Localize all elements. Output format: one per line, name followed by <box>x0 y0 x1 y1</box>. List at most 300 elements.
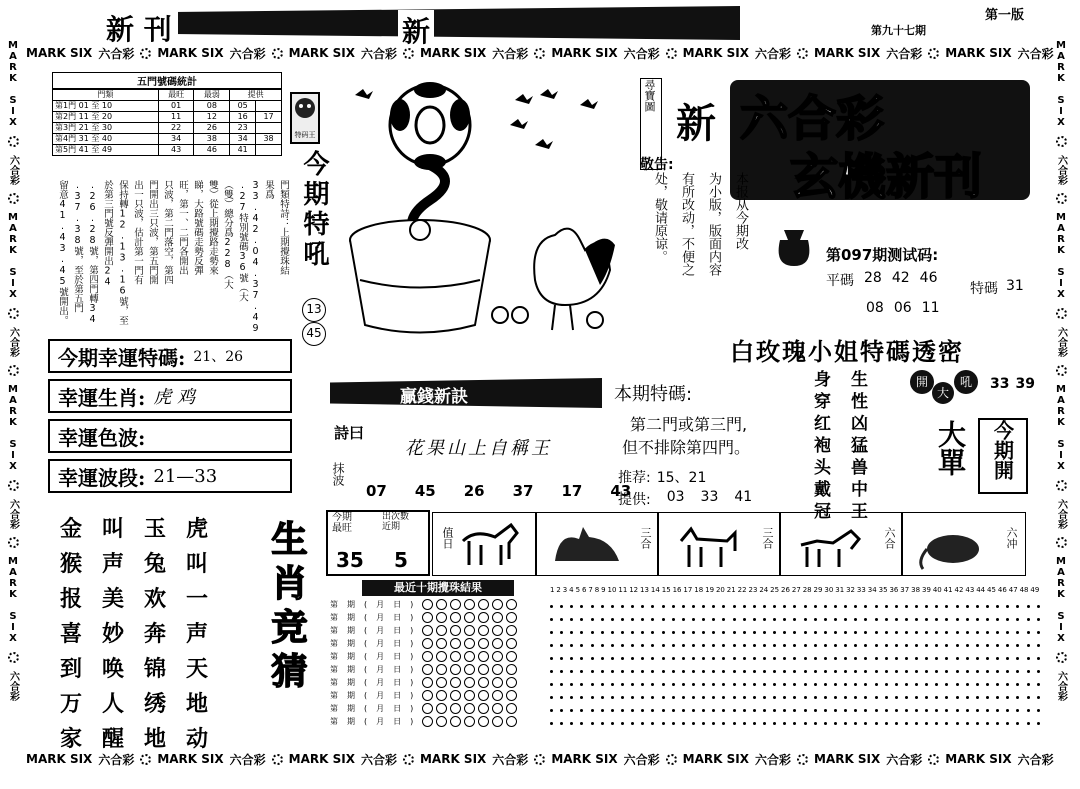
number-header-cell: 36 <box>889 586 899 594</box>
grid-dot <box>641 696 644 699</box>
grid-dot <box>550 657 553 660</box>
banner-text: 六合彩 <box>886 752 923 767</box>
grid-dot <box>560 722 563 725</box>
grid-dot <box>844 631 847 634</box>
grid-dot <box>692 657 695 660</box>
number-header-cell: 44 <box>976 586 986 594</box>
special-label: 特碼 <box>970 281 998 297</box>
grid-dot <box>864 696 867 699</box>
result-ball-slot <box>492 625 503 636</box>
grid-dot <box>824 631 827 634</box>
banner-text: MARK SIX <box>551 752 618 766</box>
grid-dot <box>996 696 999 699</box>
grid-dot <box>783 683 786 686</box>
number-header-cell: 38 <box>911 586 921 594</box>
lucky-special-value: 21、26 <box>193 349 244 365</box>
grid-dot <box>722 670 725 673</box>
table-cell: 22 <box>158 123 194 134</box>
right-side-strip <box>1050 40 1072 750</box>
offer-number: 33 <box>700 489 719 505</box>
grid-dot <box>1037 670 1040 673</box>
grid-dot <box>692 631 695 634</box>
grid-dot <box>1016 670 1019 673</box>
brand-title-line1: 六合彩 <box>740 91 885 147</box>
banner-text: MARK SIX <box>682 752 749 766</box>
flower-icon <box>8 308 19 319</box>
open-char: 吼 <box>954 370 978 394</box>
analysis-column: 出一只波，估計第一門有 <box>132 180 143 285</box>
grid-dot <box>550 631 553 634</box>
grid-dot <box>1016 696 1019 699</box>
grid-dot <box>1006 631 1009 634</box>
grid-dot <box>986 605 989 608</box>
grid-dot <box>814 670 817 673</box>
grid-dot <box>1027 657 1030 660</box>
pick-number: 26 <box>463 482 485 500</box>
grid-dot <box>804 644 807 647</box>
grid-dot <box>702 631 705 634</box>
grid-dot <box>875 683 878 686</box>
door-stats-panel <box>52 72 282 156</box>
result-row: 第 期 ( 月 日 ) <box>330 715 540 728</box>
liu-chong-label: 六冲 <box>1005 527 1018 549</box>
grid-dot <box>854 709 857 712</box>
number-header-cell: 18 <box>694 586 704 594</box>
grid-dot <box>712 670 715 673</box>
grid-dot <box>580 605 583 608</box>
grid-dot <box>793 696 796 699</box>
grid-dot <box>966 618 969 621</box>
result-ball-slot <box>492 716 503 727</box>
grid-dot <box>935 683 938 686</box>
grid-dot <box>804 657 807 660</box>
grid-dot <box>651 657 654 660</box>
result-ball-slot <box>492 690 503 701</box>
grid-dot <box>662 670 665 673</box>
number-header-cell: 6 <box>581 586 587 594</box>
grid-dot <box>945 657 948 660</box>
number-header-cell: 40 <box>932 586 942 594</box>
banner-text: 六合彩 <box>1017 46 1054 61</box>
grid-dot <box>753 605 756 608</box>
grid-dot <box>773 605 776 608</box>
grid-dot <box>925 644 928 647</box>
grid-dot <box>793 722 796 725</box>
grid-dot <box>560 696 563 699</box>
grid-dot <box>793 657 796 660</box>
grid-dot <box>1037 722 1040 725</box>
masthead-center-title: 新 <box>398 10 434 50</box>
grid-dot <box>591 657 594 660</box>
analysis-column: 門類特詩：上期攪珠結 <box>278 180 289 275</box>
table-cell: 38 <box>256 134 282 145</box>
grid-dot <box>966 709 969 712</box>
number-header-cell: 9 <box>601 586 606 594</box>
table-cell: 41 <box>230 145 256 156</box>
grid-dot <box>570 683 573 686</box>
result-ball-slot <box>436 651 447 662</box>
grid-dot <box>905 696 908 699</box>
grid-dot <box>733 696 736 699</box>
grid-dot <box>854 670 857 673</box>
grid-dot <box>702 683 705 686</box>
grid-dot <box>1006 683 1009 686</box>
dot-row <box>550 691 1040 704</box>
grid-dot <box>662 657 665 660</box>
number-header-cell: 27 <box>791 586 801 594</box>
grid-dot <box>793 618 796 621</box>
grid-dot <box>662 644 665 647</box>
result-ball-slot <box>506 625 517 636</box>
grid-dot <box>834 657 837 660</box>
grid-dot <box>743 618 746 621</box>
number-header-cell: 15 <box>661 586 671 594</box>
grid-dot <box>935 605 938 608</box>
result-ball-slot <box>422 599 433 610</box>
grid-dot <box>611 605 614 608</box>
grid-dot <box>915 618 918 621</box>
dot-row <box>550 665 1040 678</box>
number-header-cell: 24 <box>759 586 769 594</box>
pick-number: 43 <box>610 482 632 500</box>
grid-dot <box>875 670 878 673</box>
analysis-column: 只波，第二門落空，第四 <box>162 180 173 285</box>
grid-dot <box>753 644 756 647</box>
grid-dot <box>935 670 938 673</box>
grid-dot <box>621 670 624 673</box>
number-header-cell: 10 <box>607 586 617 594</box>
grid-dot <box>733 618 736 621</box>
banner-text: 六合彩 <box>98 46 135 61</box>
grid-dot <box>651 631 654 634</box>
pick-number: 37 <box>512 482 534 500</box>
grid-dot <box>1027 631 1030 634</box>
grid-dot <box>885 618 888 621</box>
grid-dot <box>945 722 948 725</box>
grid-dot <box>814 644 817 647</box>
banner-text: 六合彩 <box>7 155 19 185</box>
recommend-row <box>618 467 706 487</box>
number-header-cell: 3 <box>562 586 568 594</box>
grid-dot <box>945 696 948 699</box>
grid-dot <box>631 644 634 647</box>
flat-number: 28 <box>864 270 882 286</box>
analysis-column: 旺，第一、二門各開出 <box>177 180 188 275</box>
grid-dot <box>1016 657 1019 660</box>
grid-dot <box>824 670 827 673</box>
bottom-banner-strip <box>26 750 1056 768</box>
grid-dot <box>550 670 553 673</box>
grid-dot <box>763 618 766 621</box>
grid-dot <box>905 644 908 647</box>
banner-text: MARK SIX <box>945 752 1012 766</box>
flower-icon <box>1056 193 1067 204</box>
grid-dot <box>621 683 624 686</box>
flower-icon <box>8 365 19 376</box>
result-ball-slot <box>464 664 475 675</box>
grid-dot <box>753 670 756 673</box>
grid-dot <box>844 644 847 647</box>
result-ball-slot <box>506 677 517 688</box>
grid-dot <box>935 644 938 647</box>
grid-dot <box>672 631 675 634</box>
grid-dot <box>996 657 999 660</box>
stats-times-header: 出次數 近期 <box>382 512 410 532</box>
lucky-range-label: 幸運波段: <box>58 465 146 490</box>
result-ball-slot <box>464 716 475 727</box>
grid-dot <box>1006 644 1009 647</box>
analysis-column: 雙）從上期攪路走勢來 <box>207 180 218 275</box>
grid-dot <box>570 657 573 660</box>
zodiac-cell-horse <box>432 512 536 576</box>
grid-dot <box>611 618 614 621</box>
grid-dot <box>783 618 786 621</box>
zodiac-cell-cat <box>536 512 658 576</box>
grid-dot <box>763 683 766 686</box>
stats-most-value: 35 <box>336 548 364 572</box>
grid-dot <box>864 683 867 686</box>
grid-dot <box>672 709 675 712</box>
grid-dot <box>651 644 654 647</box>
grid-dot <box>824 657 827 660</box>
grid-dot <box>712 605 715 608</box>
grid-dot <box>834 683 837 686</box>
test-code-flat-row-2 <box>866 300 939 316</box>
grid-dot <box>986 631 989 634</box>
table-header: 提供 <box>230 90 282 101</box>
open-char: 大 <box>932 382 954 404</box>
grid-dot <box>601 683 604 686</box>
grid-dot <box>611 696 614 699</box>
grid-dot <box>875 618 878 621</box>
flower-icon <box>1056 308 1067 319</box>
grid-dot <box>753 631 756 634</box>
result-ball-slot <box>506 599 517 610</box>
result-ball-slot <box>436 703 447 714</box>
grid-dot <box>824 618 827 621</box>
recommend-value: 15、21 <box>656 470 707 486</box>
table-cell: 16 <box>230 112 256 123</box>
grid-dot <box>804 709 807 712</box>
analysis-column: .26.28號，第四門轉34 <box>87 180 98 325</box>
grid-dot <box>804 696 807 699</box>
brand-block <box>640 72 1045 342</box>
grid-dot <box>824 644 827 647</box>
grid-dot <box>996 618 999 621</box>
poem-say-text: 花果山上自稱王 <box>405 438 552 459</box>
grid-dot <box>712 696 715 699</box>
grid-dot <box>1016 709 1019 712</box>
banner-text: 六合彩 <box>754 752 791 767</box>
result-ball-slot <box>436 716 447 727</box>
illustration-scene <box>330 70 630 340</box>
zodiac-hint-poem <box>808 370 870 524</box>
grid-dot <box>1037 683 1040 686</box>
number-header-cell: 19 <box>705 586 715 594</box>
grid-dot <box>550 644 553 647</box>
grid-dot <box>1006 696 1009 699</box>
grid-dot <box>875 657 878 660</box>
grid-dot <box>956 644 959 647</box>
analysis-column: 睇，大路號碼走勢反彈 <box>192 180 203 275</box>
grid-dot <box>702 722 705 725</box>
grid-dot <box>783 631 786 634</box>
result-row: 第 期 ( 月 日 ) <box>330 689 540 702</box>
result-row: 第 期 ( 月 日 ) <box>330 663 540 676</box>
grid-dot <box>885 722 888 725</box>
issue-label: 第九十七期 <box>868 22 929 38</box>
flower-icon <box>534 48 545 59</box>
grid-dot <box>814 618 817 621</box>
grid-dot <box>611 722 614 725</box>
offer-number: 41 <box>734 489 753 505</box>
number-header-cell: 16 <box>672 586 682 594</box>
banner-text: MARK SIX <box>682 46 749 60</box>
grid-dot <box>854 605 857 608</box>
number-header-cell: 11 <box>618 586 628 594</box>
number-header-cell: 5 <box>575 586 581 594</box>
grid-dot <box>834 644 837 647</box>
grid-dot <box>753 657 756 660</box>
grid-dot <box>986 683 989 686</box>
grid-dot <box>915 605 918 608</box>
grid-dot <box>976 696 979 699</box>
grid-dot <box>662 631 665 634</box>
grid-dot <box>722 709 725 712</box>
grid-dot <box>601 696 604 699</box>
pick-numbers <box>366 482 631 500</box>
grid-dot <box>651 709 654 712</box>
banner-text: 六合彩 <box>229 46 266 61</box>
grid-dot <box>834 618 837 621</box>
grid-dot <box>1027 722 1030 725</box>
banner-text: 六合彩 <box>7 327 19 357</box>
treasure-pot-icon <box>350 220 490 333</box>
grid-dot <box>682 618 685 621</box>
table-cell: 12 <box>194 112 230 123</box>
grid-dot <box>702 644 705 647</box>
table-row <box>53 145 282 156</box>
grid-dot <box>1037 618 1040 621</box>
result-ball-slot <box>478 716 489 727</box>
number-header-cell: 43 <box>965 586 975 594</box>
headline-number-badge: 45 <box>302 322 326 346</box>
grid-dot <box>702 605 705 608</box>
grid-dot <box>743 631 746 634</box>
grid-dot <box>580 722 583 725</box>
result-ball-slot <box>436 638 447 649</box>
grid-dot <box>945 631 948 634</box>
result-ball-slot <box>450 716 461 727</box>
san-he-label: 三合 <box>639 527 652 549</box>
grid-dot <box>824 722 827 725</box>
grid-dot <box>621 644 624 647</box>
grid-dot <box>631 631 634 634</box>
open-now-label: 今期開 <box>990 420 1015 480</box>
grid-dot <box>905 722 908 725</box>
open-char: 開 <box>910 370 934 394</box>
grid-dot <box>753 683 756 686</box>
grid-dot <box>580 618 583 621</box>
result-ball-slot <box>478 651 489 662</box>
grid-dot <box>976 605 979 608</box>
grid-dot <box>935 696 938 699</box>
result-ball-slot <box>422 625 433 636</box>
number-header-cell: 21 <box>726 586 736 594</box>
banner-text: 六合彩 <box>623 46 660 61</box>
grid-dot <box>793 683 796 686</box>
stats-box <box>326 510 430 576</box>
dot-row <box>550 639 1040 652</box>
poem-say-label: 詩曰 <box>334 424 365 442</box>
grid-dot <box>1037 696 1040 699</box>
grid-dot <box>793 605 796 608</box>
notice-column: 为小版，版面内容 <box>706 172 721 276</box>
lucky-color-label: 幸運色波: <box>58 425 146 450</box>
number-header-cell: 25 <box>770 586 780 594</box>
grid-dot <box>966 605 969 608</box>
lucky-zodiac-label: 幸運生肖: <box>58 385 146 410</box>
brand-title-line2: 玄機新刊 <box>790 149 983 205</box>
grid-dot <box>651 722 654 725</box>
table-cell: 34 <box>230 134 256 145</box>
result-ball-slot <box>506 664 517 675</box>
banner-text: MARK SIX <box>26 46 93 60</box>
grid-dot <box>712 631 715 634</box>
table-header-row <box>53 90 282 101</box>
grid-dot <box>996 722 999 725</box>
grid-dot <box>834 631 837 634</box>
flower-icon <box>8 480 19 491</box>
grid-dot <box>793 709 796 712</box>
grid-dot <box>1006 670 1009 673</box>
guess-title: 生肖竞猜 <box>266 520 308 696</box>
grid-dot <box>560 709 563 712</box>
grid-dot <box>631 722 634 725</box>
notice-column: 有所改动，不便之 <box>679 172 694 276</box>
coin-ball-icon <box>390 82 470 170</box>
grid-dot <box>601 631 604 634</box>
grid-dot <box>905 605 908 608</box>
grid-dot <box>753 709 756 712</box>
grid-dot <box>814 709 817 712</box>
grid-dot <box>905 631 908 634</box>
grid-dot <box>580 657 583 660</box>
banner-text: 六合彩 <box>360 46 397 61</box>
zodiac-cell-rat <box>902 512 1026 576</box>
analysis-column: （雙）總分爲228（大 <box>222 180 233 289</box>
result-ball-slot <box>492 664 503 675</box>
table-row <box>53 112 282 123</box>
grid-dot <box>996 644 999 647</box>
grid-dot <box>844 696 847 699</box>
grid-dot <box>854 657 857 660</box>
pick-number: 07 <box>366 482 387 500</box>
grid-dot <box>743 722 746 725</box>
result-row: 第 期 ( 月 日 ) <box>330 650 540 663</box>
grid-dot <box>641 644 644 647</box>
grid-dot <box>996 605 999 608</box>
grid-dot <box>915 696 918 699</box>
grid-dot <box>1027 644 1030 647</box>
banner-text: 六合彩 <box>623 752 660 767</box>
grid-dot <box>702 657 705 660</box>
result-ball-slot <box>436 690 447 701</box>
grid-dot <box>864 644 867 647</box>
table-header: 最旺 <box>158 90 194 101</box>
grid-dot <box>682 696 685 699</box>
open-now-box <box>978 418 1028 494</box>
